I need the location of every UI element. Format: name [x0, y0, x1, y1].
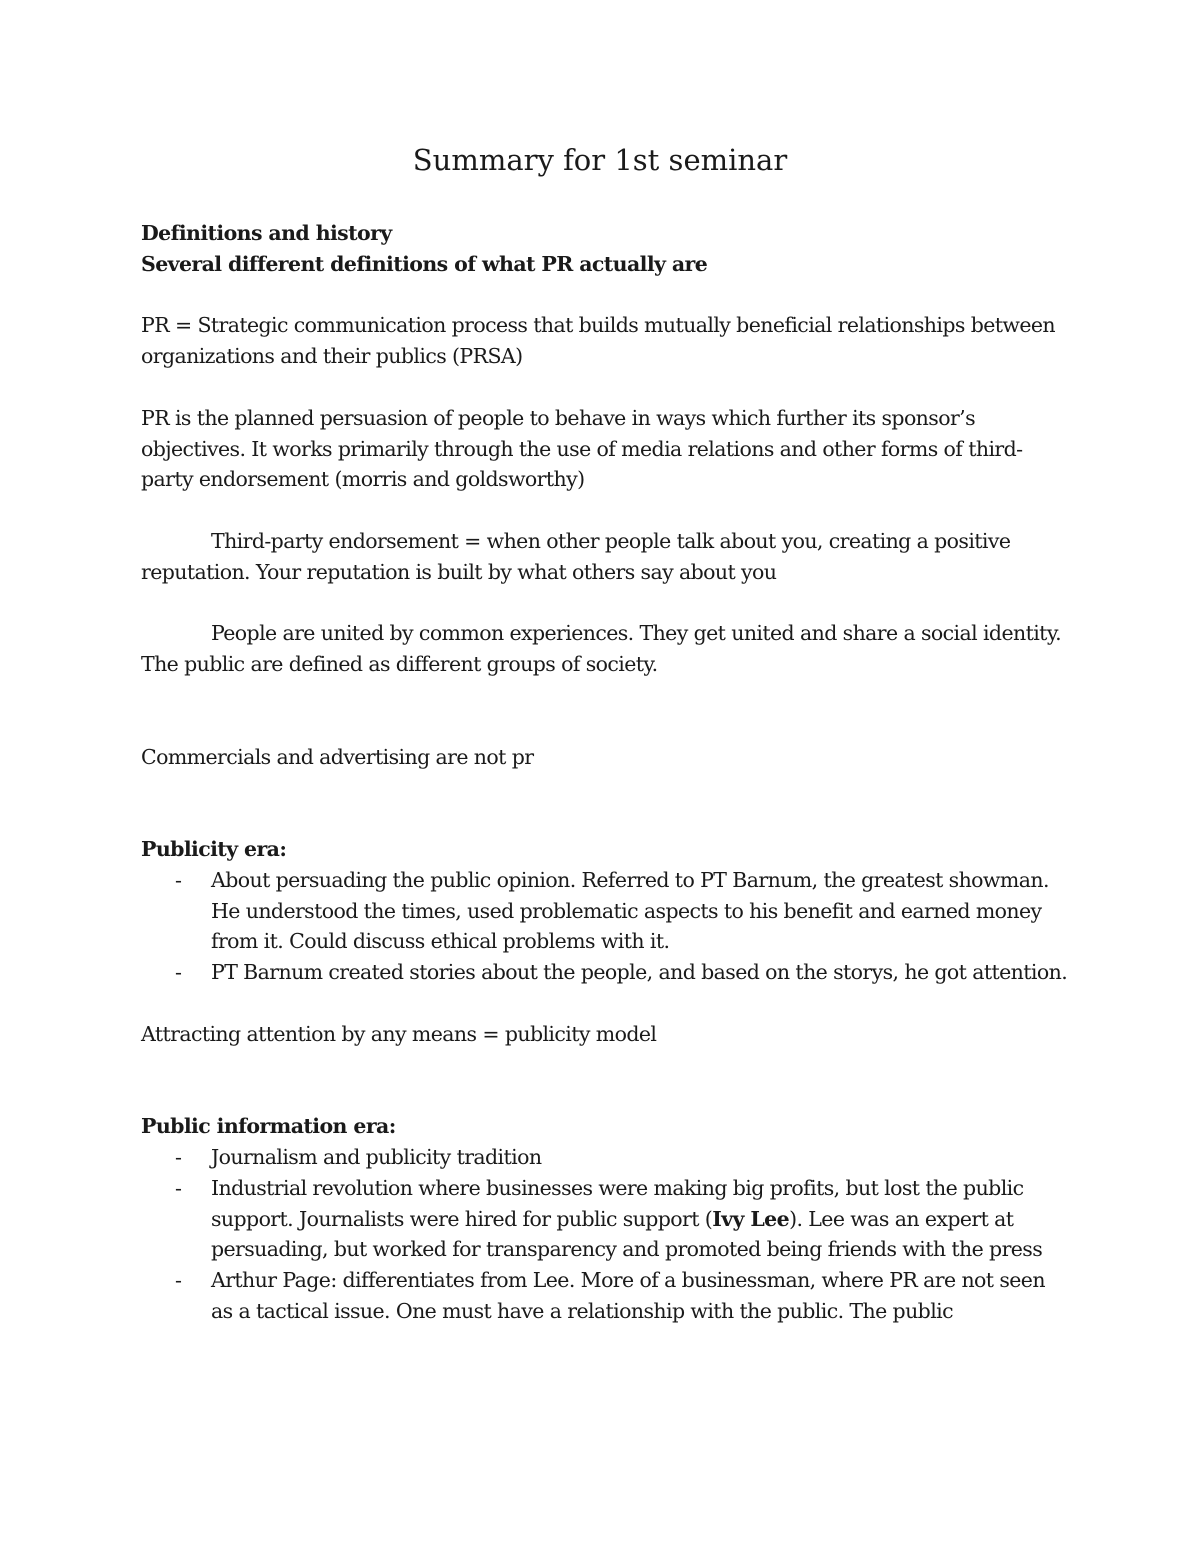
list-dash: -: [175, 1268, 182, 1293]
list-item-text: Journalism and publicity tradition: [211, 1144, 542, 1169]
list-item-text: About persuading the public opinion. Referred to PT Barnum, the greatest showman. He understood the times, used problematic aspects to his benefit and earned money from it. Could discuss ethical problems with it.: [211, 867, 1049, 954]
section-heading-public-information-era: Public information era:: [141, 1114, 396, 1139]
paragraph-publicity-model: Attracting attention by any means = publicity model: [141, 1021, 657, 1046]
list-item: [141, 1173, 1071, 1265]
paragraph-commercials: Commercials and advertising are not pr: [141, 744, 534, 769]
paragraph-prsa-definition: PR = Strategic communication process that builds mutually beneficial relationships between organizations and their publics (PRSA): [141, 313, 1056, 369]
list-item: [141, 1265, 1071, 1327]
list-dash: -: [175, 867, 182, 892]
list-item-text-end: ). Lee was an expert at persuading, but worked for transparency and promoted being friends with the press: [211, 1206, 1043, 1262]
list-item: [141, 1142, 1071, 1173]
list-item-text-start: Industrial revolution where businesses were making big profits, but lost the public support. Journalists were hired for public support (: [211, 1175, 1024, 1231]
paragraph-third-party-endorsement: Third-party endorsement = when other people talk about you, creating a positive reputation. Your reputation is built by what others say about you: [141, 528, 1011, 584]
list-item: [141, 957, 1071, 988]
section-heading-publicity-era: Publicity era:: [141, 836, 287, 861]
list-dash: -: [175, 1144, 182, 1169]
list-item-text: Arthur Page: differentiates from Lee. More of a businessman, where PR are not seen as a tactical issue. One must have a relationship with the public. The public: [211, 1268, 1045, 1323]
paragraph-morris-definition: PR is the planned persuasion of people to behave in ways which further its sponsor’s objectives. It works primarily through the use of media relations and other forms of third-party endorsement (morris and goldsworthy): [141, 405, 1023, 492]
publicity-era-list: [141, 865, 1071, 988]
list-dash: -: [175, 1175, 182, 1200]
list-dash: -: [175, 960, 182, 985]
list-item-text: PT Barnum created stories about the people, and based on the storys, he got attention.: [211, 960, 1068, 985]
document-body: [141, 218, 1071, 1327]
list-item: [141, 865, 1071, 957]
paragraph-social-identity: People are united by common experiences. They get united and share a social identity. The public are defined as different groups of society.: [141, 621, 1061, 677]
document-title: Summary for 1st seminar: [412, 143, 788, 177]
section-subheading-definitions: Several different definitions of what PR actually are: [141, 251, 708, 276]
section-heading-definitions: Definitions and history: [141, 221, 392, 245]
public-information-era-list: [141, 1142, 1071, 1327]
list-item-bold-name: Ivy Lee: [712, 1206, 790, 1231]
